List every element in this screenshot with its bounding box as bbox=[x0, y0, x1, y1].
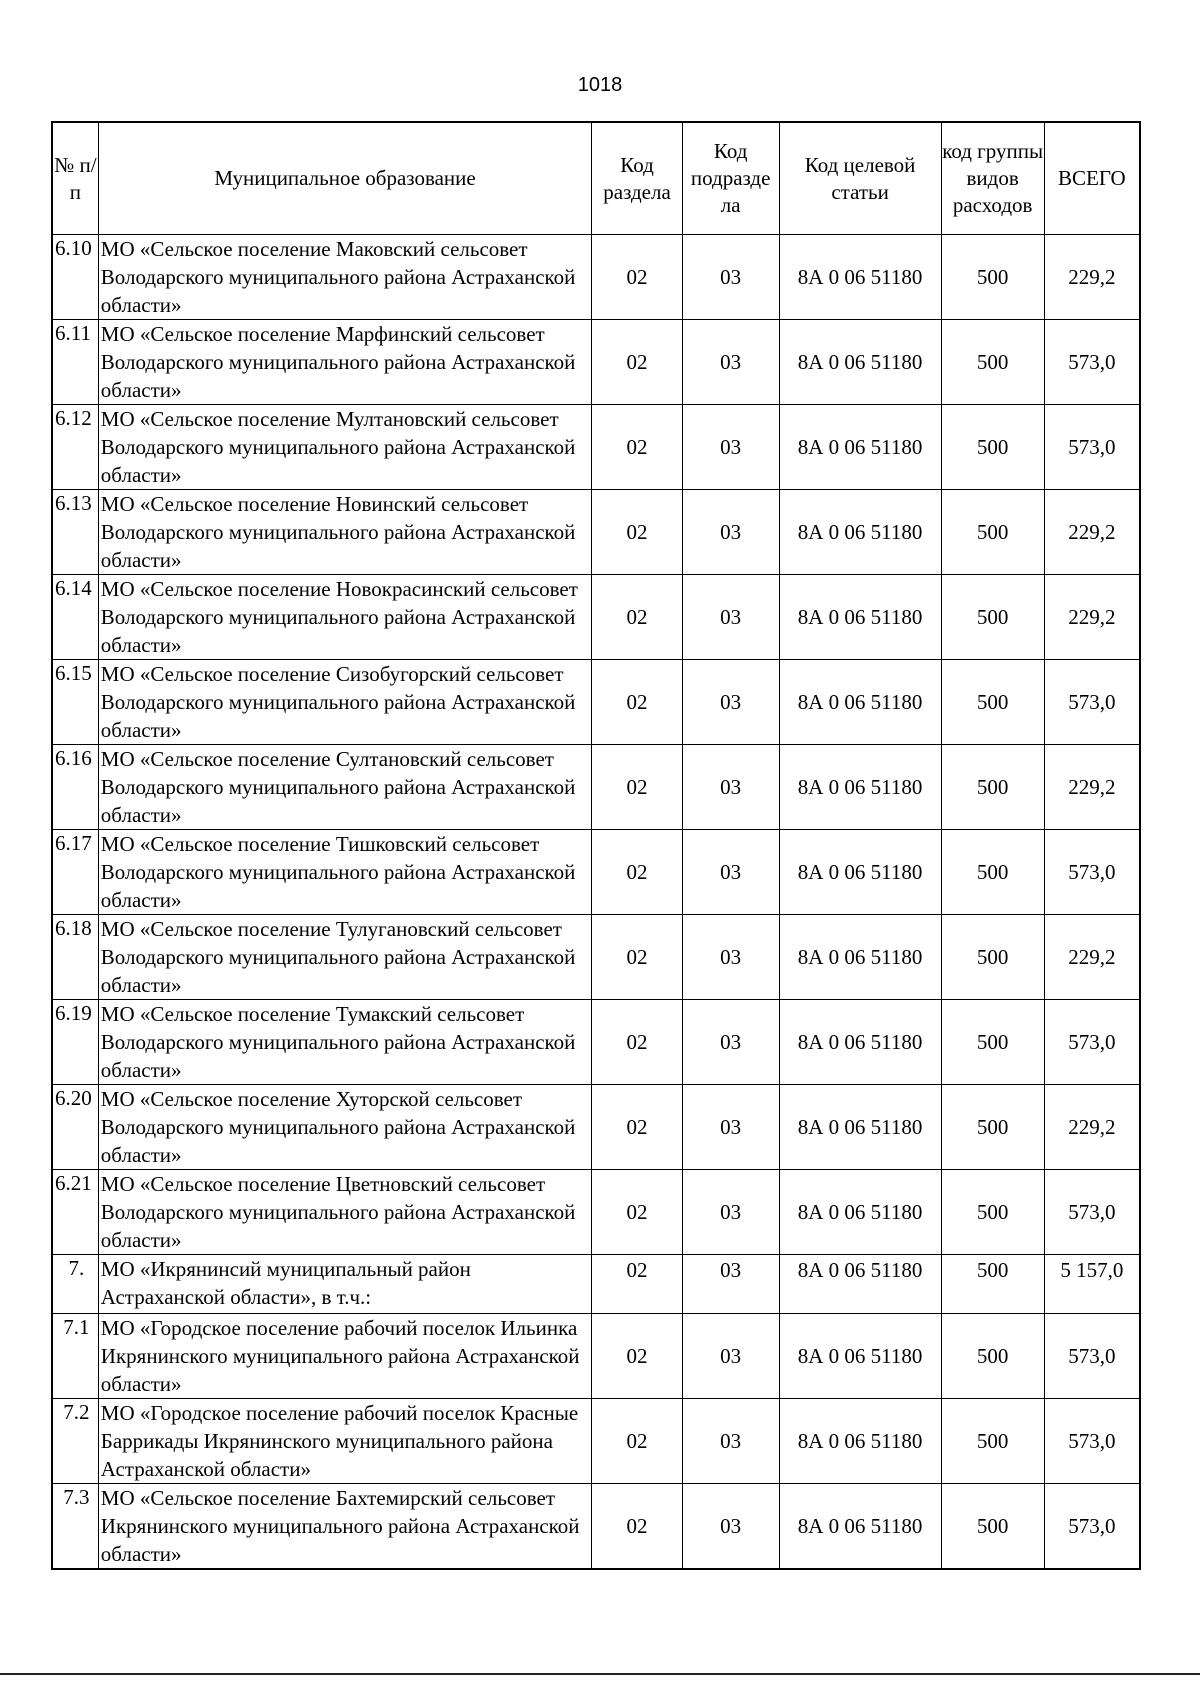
header-entity: Муниципальное образование bbox=[98, 122, 591, 235]
entity-name: МО «Сельское поселение Сизобугорский сельсовет Володарского муниципального района Астраханской области» bbox=[98, 660, 591, 745]
target-code: 8А 0 06 51180 bbox=[779, 1000, 941, 1085]
subsection-code: 03 bbox=[682, 1000, 779, 1085]
row-number: 7.3 bbox=[52, 1484, 98, 1570]
row-number: 7. bbox=[52, 1255, 98, 1314]
section-code: 02 bbox=[592, 745, 682, 830]
subsection-code: 03 bbox=[682, 1170, 779, 1255]
row-number: 6.21 bbox=[52, 1170, 98, 1255]
entity-name: МО «Городское поселение рабочий поселок Красные Баррикады Икрянинского муниципального района Астраханской области» bbox=[98, 1399, 591, 1484]
total-value: 229,2 bbox=[1044, 235, 1140, 320]
total-value: 229,2 bbox=[1044, 1085, 1140, 1170]
table-row bbox=[52, 1399, 1140, 1484]
target-code: 8А 0 06 51180 bbox=[779, 830, 941, 915]
subsection-code: 03 bbox=[682, 1255, 779, 1314]
target-code: 8А 0 06 51180 bbox=[779, 575, 941, 660]
table-row bbox=[52, 745, 1140, 830]
expense-group-code: 500 bbox=[941, 1255, 1044, 1314]
subsection-code: 03 bbox=[682, 745, 779, 830]
table-row bbox=[52, 235, 1140, 320]
expense-group-code: 500 bbox=[941, 1085, 1044, 1170]
subsection-code: 03 bbox=[682, 1399, 779, 1484]
entity-name: МО «Сельское поселение Тулугановский сельсовет Володарского муниципального района Астраханской области» bbox=[98, 915, 591, 1000]
total-value: 573,0 bbox=[1044, 320, 1140, 405]
section-code: 02 bbox=[592, 915, 682, 1000]
footer-divider bbox=[0, 1673, 1200, 1675]
row-number: 6.13 bbox=[52, 490, 98, 575]
total-value: 573,0 bbox=[1044, 660, 1140, 745]
subsection-code: 03 bbox=[682, 660, 779, 745]
row-number: 7.2 bbox=[52, 1399, 98, 1484]
row-number: 6.12 bbox=[52, 405, 98, 490]
entity-name: МО «Сельское поселение Хуторской сельсовет Володарского муниципального района Астраханской области» bbox=[98, 1085, 591, 1170]
target-code: 8А 0 06 51180 bbox=[779, 1399, 941, 1484]
expense-group-code: 500 bbox=[941, 320, 1044, 405]
header-total: ВСЕГО bbox=[1044, 122, 1140, 235]
target-code: 8А 0 06 51180 bbox=[779, 1255, 941, 1314]
section-code: 02 bbox=[592, 1314, 682, 1399]
section-code: 02 bbox=[592, 830, 682, 915]
table-row bbox=[52, 660, 1140, 745]
table-row bbox=[52, 1314, 1140, 1399]
expense-group-code: 500 bbox=[941, 490, 1044, 575]
subsection-code: 03 bbox=[682, 830, 779, 915]
expense-group-code: 500 bbox=[941, 915, 1044, 1000]
table-row bbox=[52, 405, 1140, 490]
subsection-code: 03 bbox=[682, 235, 779, 320]
total-value: 573,0 bbox=[1044, 1399, 1140, 1484]
row-number: 7.1 bbox=[52, 1314, 98, 1399]
section-code: 02 bbox=[592, 1170, 682, 1255]
row-number: 6.17 bbox=[52, 830, 98, 915]
header-expense-group-code: код группы видов расходов bbox=[941, 122, 1044, 235]
entity-name: МО «Сельское поселение Марфинский сельсовет Володарского муниципального района Астраханской области» bbox=[98, 320, 591, 405]
total-value: 229,2 bbox=[1044, 575, 1140, 660]
budget-table bbox=[51, 121, 1141, 1570]
target-code: 8А 0 06 51180 bbox=[779, 660, 941, 745]
target-code: 8А 0 06 51180 bbox=[779, 320, 941, 405]
expense-group-code: 500 bbox=[941, 235, 1044, 320]
entity-name: МО «Сельское поселение Тумакский сельсовет Володарского муниципального района Астраханской области» bbox=[98, 1000, 591, 1085]
section-code: 02 bbox=[592, 1484, 682, 1570]
total-value: 5 157,0 bbox=[1044, 1255, 1140, 1314]
header-num: № п/п bbox=[52, 122, 98, 235]
header-section-code: Код раздела bbox=[592, 122, 682, 235]
table-row bbox=[52, 575, 1140, 660]
table-header bbox=[52, 122, 1140, 235]
expense-group-code: 500 bbox=[941, 405, 1044, 490]
subsection-code: 03 bbox=[682, 1085, 779, 1170]
section-code: 02 bbox=[592, 490, 682, 575]
row-number: 6.14 bbox=[52, 575, 98, 660]
subsection-code: 03 bbox=[682, 915, 779, 1000]
header-subsection-code: Код подразде ла bbox=[682, 122, 779, 235]
expense-group-code: 500 bbox=[941, 1314, 1044, 1399]
total-value: 229,2 bbox=[1044, 490, 1140, 575]
total-value: 573,0 bbox=[1044, 1484, 1140, 1570]
row-number: 6.20 bbox=[52, 1085, 98, 1170]
entity-name: МО «Сельское поселение Бахтемирский сельсовет Икрянинского муниципального района Астраханской области» bbox=[98, 1484, 591, 1570]
total-value: 573,0 bbox=[1044, 405, 1140, 490]
row-number: 6.18 bbox=[52, 915, 98, 1000]
section-code: 02 bbox=[592, 320, 682, 405]
total-value: 573,0 bbox=[1044, 830, 1140, 915]
section-code: 02 bbox=[592, 235, 682, 320]
row-number: 6.16 bbox=[52, 745, 98, 830]
page-number: 1018 bbox=[577, 74, 623, 96]
total-value: 573,0 bbox=[1044, 1000, 1140, 1085]
table-row bbox=[52, 320, 1140, 405]
entity-name: МО «Сельское поселение Султановский сельсовет Володарского муниципального района Астраханской области» bbox=[98, 745, 591, 830]
table-row bbox=[52, 1000, 1140, 1085]
row-number: 6.11 bbox=[52, 320, 98, 405]
entity-name: МО «Сельское поселение Тишковский сельсовет Володарского муниципального района Астраханской области» bbox=[98, 830, 591, 915]
target-code: 8А 0 06 51180 bbox=[779, 1085, 941, 1170]
row-number: 6.19 bbox=[52, 1000, 98, 1085]
section-code: 02 bbox=[592, 1399, 682, 1484]
section-code: 02 bbox=[592, 1085, 682, 1170]
section-code: 02 bbox=[592, 1000, 682, 1085]
expense-group-code: 500 bbox=[941, 830, 1044, 915]
target-code: 8А 0 06 51180 bbox=[779, 235, 941, 320]
subsection-code: 03 bbox=[682, 1314, 779, 1399]
target-code: 8А 0 06 51180 bbox=[779, 490, 941, 575]
subsection-code: 03 bbox=[682, 1484, 779, 1570]
section-code: 02 bbox=[592, 660, 682, 745]
target-code: 8А 0 06 51180 bbox=[779, 745, 941, 830]
expense-group-code: 500 bbox=[941, 745, 1044, 830]
total-value: 229,2 bbox=[1044, 915, 1140, 1000]
expense-group-code: 500 bbox=[941, 1170, 1044, 1255]
table-row bbox=[52, 830, 1140, 915]
target-code: 8А 0 06 51180 bbox=[779, 1484, 941, 1570]
subsection-code: 03 bbox=[682, 320, 779, 405]
expense-group-code: 500 bbox=[941, 575, 1044, 660]
subsection-code: 03 bbox=[682, 575, 779, 660]
section-code: 02 bbox=[592, 575, 682, 660]
row-number: 6.15 bbox=[52, 660, 98, 745]
section-code: 02 bbox=[592, 1255, 682, 1314]
target-code: 8А 0 06 51180 bbox=[779, 405, 941, 490]
subsection-code: 03 bbox=[682, 405, 779, 490]
total-value: 573,0 bbox=[1044, 1314, 1140, 1399]
table-row bbox=[52, 1484, 1140, 1570]
expense-group-code: 500 bbox=[941, 1399, 1044, 1484]
total-value: 573,0 bbox=[1044, 1170, 1140, 1255]
entity-name: МО «Сельское поселение Мултановский сельсовет Володарского муниципального района Астраханской области» bbox=[98, 405, 591, 490]
table-row bbox=[52, 915, 1140, 1000]
total-value: 229,2 bbox=[1044, 745, 1140, 830]
expense-group-code: 500 bbox=[941, 660, 1044, 745]
target-code: 8А 0 06 51180 bbox=[779, 915, 941, 1000]
entity-name: МО «Городское поселение рабочий поселок Ильинка Икрянинского муниципального района Астраханской области» bbox=[98, 1314, 591, 1399]
subsection-code: 03 bbox=[682, 490, 779, 575]
table-body bbox=[52, 235, 1140, 1570]
row-number: 6.10 bbox=[52, 235, 98, 320]
entity-name: МО «Сельское поселение Новинский сельсовет Володарского муниципального района Астраханской области» bbox=[98, 490, 591, 575]
entity-name: МО «Сельское поселение Цветновский сельсовет Володарского муниципального района Астраханской области» bbox=[98, 1170, 591, 1255]
table-row bbox=[52, 490, 1140, 575]
header-target-code: Код целевой статьи bbox=[779, 122, 941, 235]
section-code: 02 bbox=[592, 405, 682, 490]
table-row bbox=[52, 1255, 1140, 1314]
expense-group-code: 500 bbox=[941, 1484, 1044, 1570]
target-code: 8А 0 06 51180 bbox=[779, 1170, 941, 1255]
table-row bbox=[52, 1170, 1140, 1255]
entity-name: МО «Сельское поселение Новокрасинский сельсовет Володарского муниципального района Астраханской области» bbox=[98, 575, 591, 660]
entity-name: МО «Сельское поселение Маковский сельсовет Володарского муниципального района Астраханской области» bbox=[98, 235, 591, 320]
table-row bbox=[52, 1085, 1140, 1170]
entity-name: МО «Икрянинсий муниципальный район Астраханской области», в т.ч.: bbox=[98, 1255, 591, 1314]
target-code: 8А 0 06 51180 bbox=[779, 1314, 941, 1399]
expense-group-code: 500 bbox=[941, 1000, 1044, 1085]
